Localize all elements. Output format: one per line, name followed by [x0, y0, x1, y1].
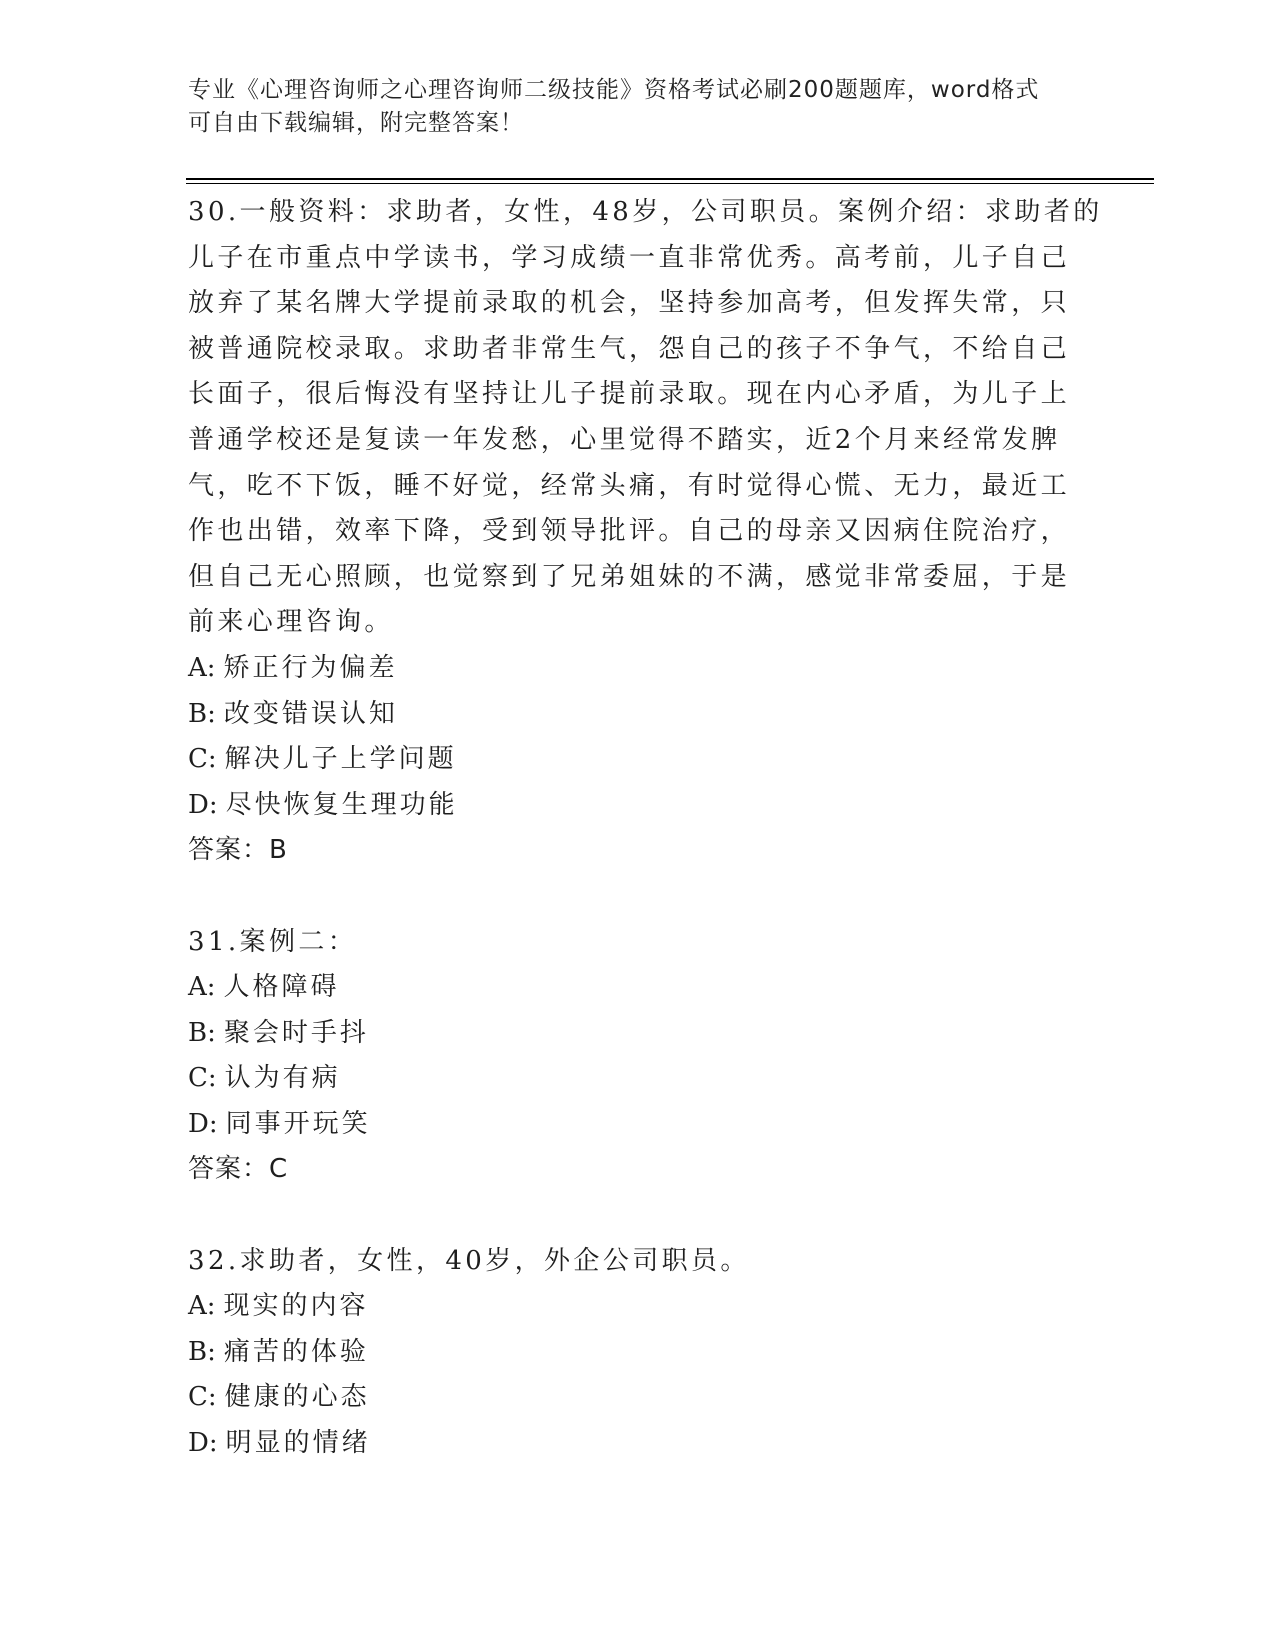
- question-31: [188, 920, 1108, 1194]
- option-d: [188, 783, 1108, 829]
- option-text: 同事开玩笑: [225, 1108, 371, 1139]
- header-line-2: 可自由下载编辑，附完整答案！: [188, 110, 524, 136]
- option-text: 改变错误认知: [223, 698, 398, 729]
- question-stem-line: 气，吃不下饭，睡不好觉，经常头痛，有时觉得心慌、无力，最近工: [188, 470, 1071, 501]
- option-label: D:: [188, 1108, 218, 1139]
- header-divider-thick: [186, 178, 1154, 180]
- option-label: B:: [188, 1336, 216, 1367]
- question-stem-line: 32.求助者，女性，40岁，外企公司职员。: [188, 1245, 750, 1276]
- option-c: [188, 1375, 1108, 1421]
- question-gap: [188, 874, 1108, 920]
- question-stem-line: 长面子，很后悔没有坚持让儿子提前录取。现在内心矛盾，为儿子上: [188, 379, 1071, 410]
- question-stem-line: 但自己无心照顾，也觉察到了兄弟姐妹的不满，感觉非常委屈，于是: [188, 561, 1071, 592]
- option-label: B:: [188, 1017, 216, 1048]
- question-stem-line: 放弃了某名牌大学提前录取的机会，坚持参加高考，但发挥失常，只: [188, 288, 1071, 319]
- option-label: C:: [188, 1382, 217, 1413]
- option-text: 健康的心态: [224, 1382, 370, 1413]
- question-stem-line: 普通学校还是复读一年发愁，心里觉得不踏实，近2个月来经常发脾: [188, 424, 1061, 455]
- question-stem-line: 儿子在市重点中学读书，学习成绩一直非常优秀。高考前，儿子自己: [188, 242, 1071, 273]
- option-label: D:: [188, 789, 218, 820]
- option-d: [188, 1102, 1108, 1148]
- option-text: 解决儿子上学问题: [224, 744, 457, 775]
- question-list: [188, 190, 1108, 1467]
- question-stem-line: 被普通院校录取。求助者非常生气，怨自己的孩子不争气，不给自己: [188, 333, 1071, 364]
- option-label: B:: [188, 698, 216, 729]
- document-header: [188, 74, 1088, 140]
- option-text: 痛苦的体验: [223, 1336, 369, 1367]
- option-b: [188, 1011, 1108, 1057]
- option-a: [188, 965, 1108, 1011]
- option-a: [188, 646, 1108, 692]
- question-30: [188, 190, 1108, 874]
- option-label: C:: [188, 1063, 217, 1094]
- header-line-1: 专业《心理咨询师之心理咨询师二级技能》资格考试必刷200题题库，word格式: [188, 77, 1040, 103]
- option-text: 明显的情绪: [225, 1428, 371, 1459]
- question-gap: [188, 1193, 1108, 1239]
- answer-line: 答案：B: [188, 835, 288, 866]
- answer-line: 答案：C: [188, 1154, 289, 1185]
- option-text: 矫正行为偏差: [223, 652, 398, 683]
- option-c: [188, 737, 1108, 783]
- option-text: 聚会时手抖: [223, 1017, 369, 1048]
- option-a: [188, 1284, 1108, 1330]
- option-text: 尽快恢复生理功能: [225, 789, 458, 820]
- option-label: A:: [188, 972, 216, 1003]
- option-label: A:: [188, 1291, 216, 1322]
- option-text: 现实的内容: [223, 1291, 369, 1322]
- option-c: [188, 1056, 1108, 1102]
- option-label: D:: [188, 1428, 218, 1459]
- option-b: [188, 1330, 1108, 1376]
- option-label: A:: [188, 652, 216, 683]
- option-text: 认为有病: [224, 1063, 341, 1094]
- question-stem-line: 作也出错，效率下降，受到领导批评。自己的母亲又因病住院治疗，: [188, 516, 1071, 547]
- option-text: 人格障碍: [223, 972, 340, 1003]
- option-label: C:: [188, 744, 217, 775]
- question-32: [188, 1239, 1108, 1467]
- option-d: [188, 1421, 1108, 1467]
- question-stem-line: 前来心理咨询。: [188, 607, 394, 638]
- question-stem-line: 30.一般资料：求助者，女性，48岁，公司职员。案例介绍：求助者的: [188, 197, 1103, 227]
- option-b: [188, 692, 1108, 738]
- question-stem-line: 31.案例二：: [188, 926, 358, 957]
- header-divider-thin: [186, 183, 1154, 184]
